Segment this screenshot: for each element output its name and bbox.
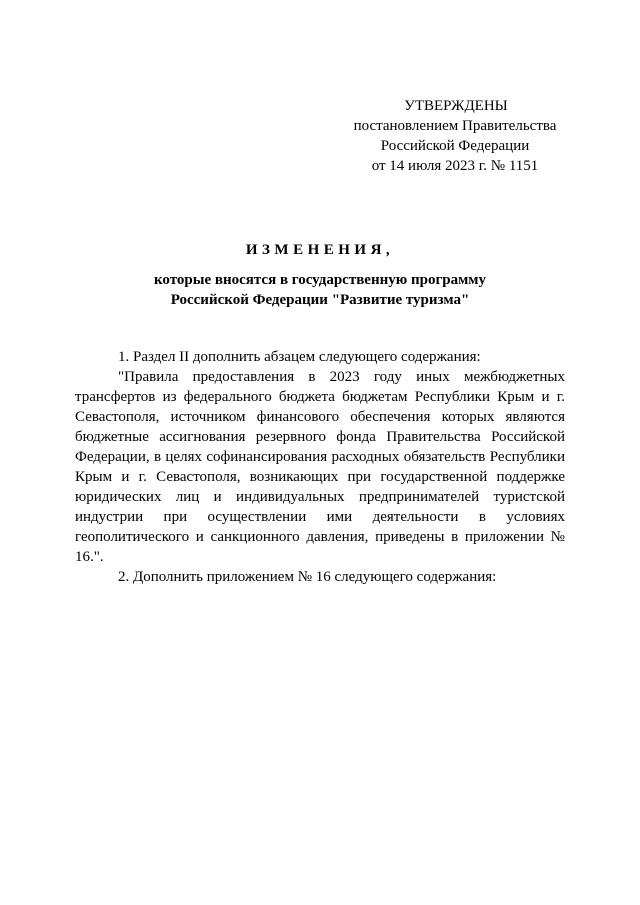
- approval-block: [340, 96, 570, 176]
- approval-line: Российской Федерации: [380, 138, 530, 154]
- approval-date-line: от 14 июля 2023 г. № 1151: [371, 158, 539, 174]
- subtitle-line: Российской Федерации "Развитие туризма": [170, 292, 470, 308]
- approval-line: постановлением Правительства: [353, 118, 557, 134]
- document-body: [75, 347, 565, 587]
- document-title: ИЗМЕНЕНИЯ,: [245, 242, 395, 258]
- paragraph-quote: "Правила предоставления в 2023 году иных межбюджетных трансфертов из федерального бюджета бюджетам Республики Крым и г. Севастополя, источником финансового обеспечения которых являются бюджетные ассигнования резервного фонда Правительства Российской Федерации, в целях софинансирования расходных обязательств Республики Крым и г. Севастополя, возникающих при государственной поддержке юридических лиц и индивидуальных предпринимателей туристской индустрии при осуществлении ими деятельности в условиях геополитического и санкционного давления, приведены в приложении № 16.".: [75, 369, 565, 565]
- approval-stamp: УТВЕРЖДЕНЫ: [404, 98, 508, 114]
- paragraph-item-1: 1. Раздел II дополнить абзацем следующего содержания:: [118, 349, 481, 365]
- subtitle-line: которые вносятся в государственную программу: [153, 272, 487, 288]
- document-subtitle: [0, 270, 640, 310]
- paragraph-item-2: 2. Дополнить приложением № 16 следующего содержания:: [118, 569, 497, 585]
